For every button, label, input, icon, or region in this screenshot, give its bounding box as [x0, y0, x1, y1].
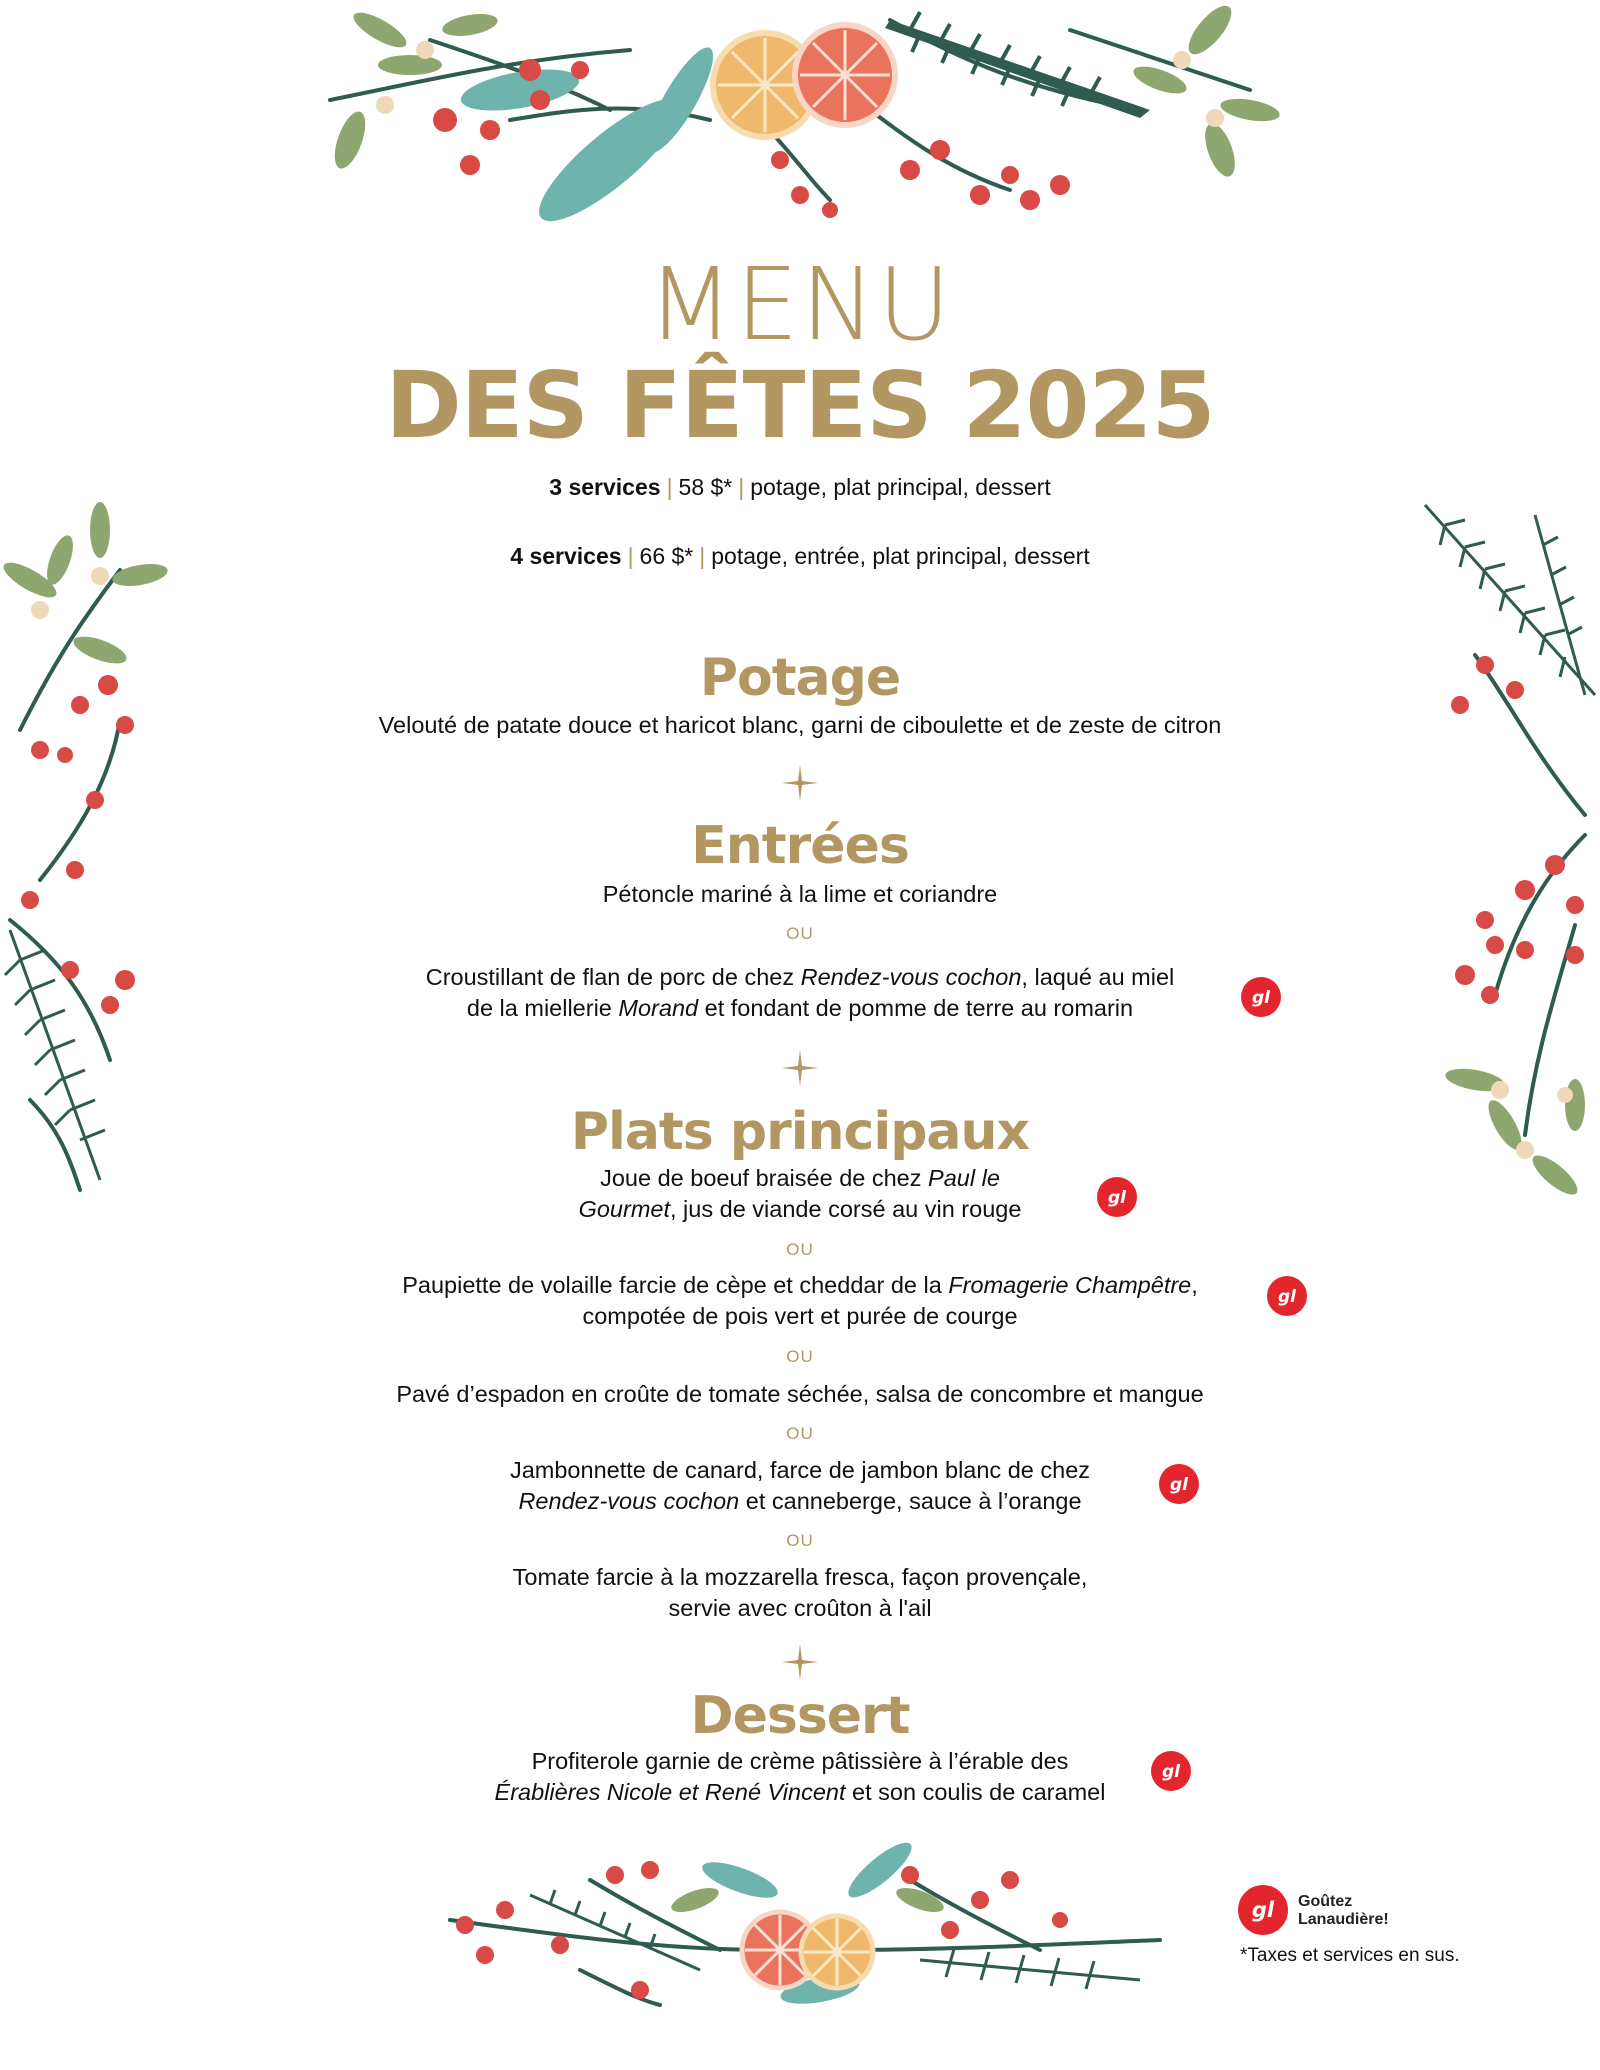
gl-badge-icon	[1150, 1750, 1192, 1792]
or-separator: OU	[786, 1347, 814, 1366]
sparkle-divider-icon	[782, 765, 818, 801]
taxes-footnote: *Taxes et services en sus.	[1240, 1945, 1460, 1966]
svg-text:gl: gl	[1252, 988, 1270, 1008]
price: 66 $*	[639, 543, 694, 569]
or-separator: OU	[786, 1531, 814, 1550]
top-garland-illustration	[310, 0, 1290, 230]
courses: potage, plat principal, dessert	[750, 474, 1051, 500]
dish-petoncle: Pétoncle mariné à la lime et coriandre	[602, 881, 998, 907]
svg-text:gl: gl	[1108, 1188, 1126, 1208]
dish-tomate-farcie: Tomate farcie à la mozzarella fresca, façon provençale, servie avec croûton à l'ail	[512, 1564, 1088, 1621]
or-separator: OU	[786, 1424, 814, 1443]
svg-text:gl: gl	[1278, 1287, 1296, 1307]
section-heading-potage: Potage	[699, 648, 901, 708]
section-heading-plats: Plats principaux	[570, 1102, 1030, 1162]
services-count: 3 services	[549, 474, 661, 500]
sparkle-divider-icon	[782, 1050, 818, 1086]
courses: potage, entrée, plat principal, dessert	[711, 543, 1090, 569]
section-heading-dessert: Dessert	[690, 1686, 910, 1746]
menu-subtitle: DES FÊTES 2025	[385, 352, 1215, 459]
svg-text:gl: gl	[1251, 1898, 1275, 1922]
pricing-row-4-services: 4 services | 66 $* | potage, entrée, plat principal, dessert	[510, 543, 1090, 569]
section-heading-entrees: Entrées	[691, 816, 909, 876]
pricing-row-3-services: 3 services | 58 $* | potage, plat principal, dessert	[549, 474, 1051, 500]
price: 58 $*	[678, 474, 733, 500]
dish-pave-espadon: Pavé d’espadon en croûte de tomate séchée, salsa de concombre et mangue	[396, 1381, 1204, 1407]
dish-potage: Velouté de patate douce et haricot blanc, garni de ciboulette et de zeste de citron	[378, 712, 1222, 738]
or-separator: OU	[786, 1240, 814, 1259]
services-count: 4 services	[510, 543, 622, 569]
dish-paupiette: Paupiette de volaille farcie de cèpe et cheddar de la Fromagerie Champêtre, compotée de pois vert et purée de courge	[402, 1272, 1198, 1329]
gl-badge-icon	[1096, 1176, 1138, 1218]
svg-text:gl: gl	[1170, 1475, 1188, 1495]
sparkle-divider-icon	[782, 1644, 818, 1680]
goutez-lanaudiere-logo-icon	[1237, 1884, 1289, 1936]
gl-badge-icon	[1240, 976, 1282, 1018]
gl-badge-icon	[1158, 1463, 1200, 1505]
dish-jambonnette: Jambonnette de canard, farce de jambon blanc de chez Rendez-vous cochon et canneberge, sauce à l’orange	[509, 1457, 1091, 1514]
bottom-garland-illustration	[440, 1840, 1170, 2010]
dish-profiterole: Profiterole garnie de crème pâtissière à l’érable des Érablières Nicole et René Vincent et son coulis de caramel	[494, 1748, 1106, 1805]
or-separator: OU	[786, 924, 814, 943]
svg-text:gl: gl	[1162, 1762, 1180, 1782]
dish-croustillant: Croustillant de flan de porc de chez Rendez-vous cochon, laqué au miel de la miellerie Morand et fondant de pomme de terre au romarin	[425, 964, 1175, 1021]
dish-joue-de-boeuf: Joue de boeuf braisée de chez Paul le Gourmet, jus de viande corsé au vin rouge	[578, 1165, 1022, 1222]
menu-title: MENU	[647, 246, 953, 363]
brand-name: Goûtez Lanaudière!	[1298, 1893, 1389, 1928]
gl-badge-icon	[1266, 1275, 1308, 1317]
